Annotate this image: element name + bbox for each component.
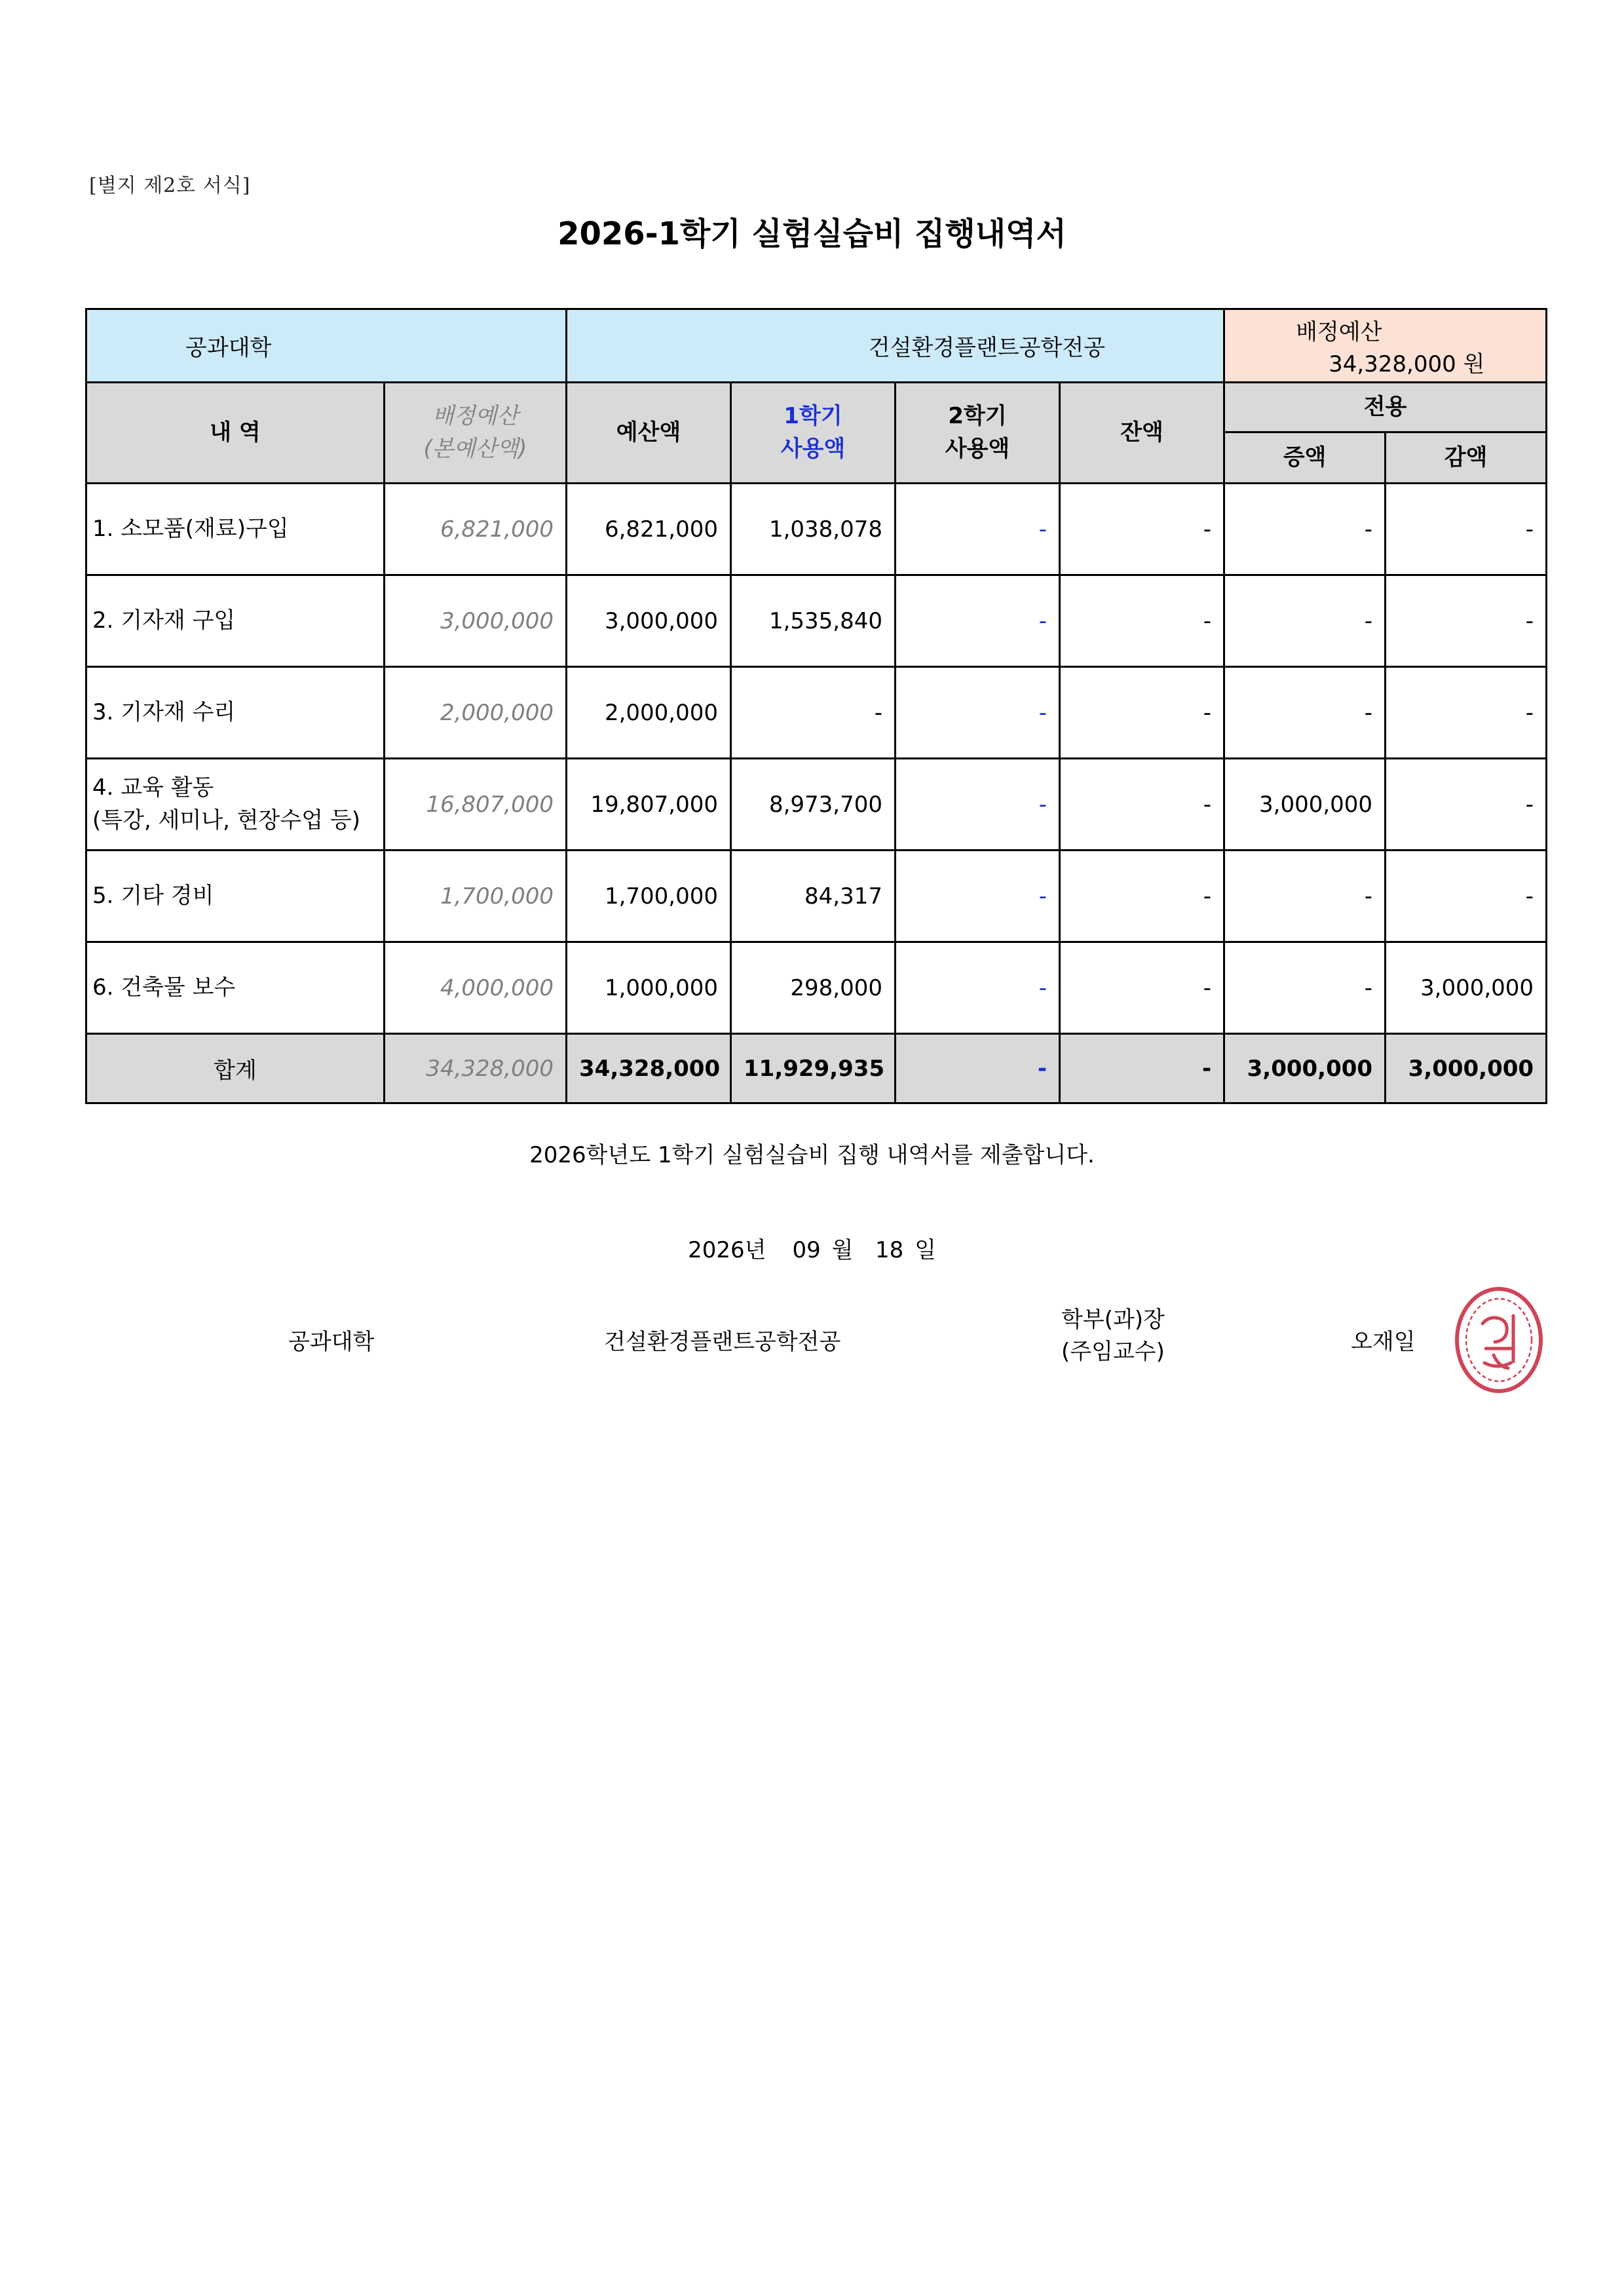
header-original-budget: [385, 383, 567, 484]
row-budget: 1,000,000: [567, 942, 731, 1034]
column-header: [86, 383, 1547, 484]
table-row: [86, 851, 1547, 942]
header-item: 내 역: [86, 383, 385, 484]
org-header-row: [86, 309, 1547, 383]
total-original: 34,328,000: [385, 1034, 567, 1103]
table-row: [86, 575, 1547, 667]
row-sem1: -: [731, 667, 896, 759]
row-sem2: -: [896, 851, 1060, 942]
row-balance: -: [1060, 851, 1224, 942]
row-increase: 3,000,000: [1224, 759, 1386, 851]
row-budget: 1,700,000: [567, 851, 731, 942]
document-title: 2026-1학기 실험실습비 집행내역서: [557, 216, 1067, 252]
row-original: 6,821,000: [385, 484, 567, 575]
row-balance: -: [1060, 484, 1224, 575]
allocated-budget-value: 34,328,000 원: [1329, 351, 1485, 377]
row-increase: -: [1224, 851, 1386, 942]
row-balance: -: [1060, 575, 1224, 667]
row-original: 1,700,000: [385, 851, 567, 942]
row-balance: -: [1060, 942, 1224, 1034]
total-row: [86, 1034, 1547, 1103]
row-item: 1. 소모품(재료)구입: [86, 484, 385, 575]
header-sem1-line1: 1학기: [784, 403, 842, 430]
header-sem2-line1: 2학기: [948, 403, 1007, 430]
row-original: 16,807,000: [385, 759, 567, 851]
row-item: [86, 759, 385, 851]
table-row: [86, 759, 1547, 851]
row-increase: -: [1224, 667, 1386, 759]
row-budget: 6,821,000: [567, 484, 731, 575]
row-budget: 2,000,000: [567, 667, 731, 759]
row-increase: -: [1224, 942, 1386, 1034]
date-day-unit: 일: [915, 1237, 936, 1263]
row-increase: -: [1224, 484, 1386, 575]
total-sem1: 11,929,935: [731, 1034, 896, 1103]
date-day: 18: [875, 1237, 904, 1263]
submission-date: [0, 1232, 1624, 1264]
row-sem1: 1,535,840: [731, 575, 896, 667]
data-rows: [86, 484, 1547, 1034]
row-decrease: -: [1386, 484, 1547, 575]
row-decrease: -: [1386, 575, 1547, 667]
row-decrease: 3,000,000: [1386, 942, 1547, 1034]
header-sem2: [896, 383, 1060, 484]
row-original: 3,000,000: [385, 575, 567, 667]
signature-role-line1: 학부(과)장: [1061, 1307, 1165, 1333]
row-sem1: 84,317: [731, 851, 896, 942]
row-original: 2,000,000: [385, 667, 567, 759]
header-decrease: 감액: [1386, 432, 1547, 484]
row-sem1: 298,000: [731, 942, 896, 1034]
header-original-budget-line2: (본예산액): [423, 435, 527, 462]
row-item: 5. 기타 경비: [86, 851, 385, 942]
row-sem2: -: [896, 759, 1060, 851]
header-sem1-line2: 사용액: [780, 435, 846, 462]
row-budget: 19,807,000: [567, 759, 731, 851]
signature-name: 오재일: [1351, 1329, 1416, 1355]
header-increase: 증액: [1224, 432, 1386, 484]
signature-role: [1061, 1304, 1165, 1369]
row-decrease: -: [1386, 851, 1547, 942]
row-sem1: 1,038,078: [731, 484, 896, 575]
row-sem2: -: [896, 484, 1060, 575]
total-label: 합계: [86, 1034, 385, 1103]
row-sem2: -: [896, 575, 1060, 667]
date-month-unit: 월: [831, 1237, 854, 1263]
official-seal-stamp: [1453, 1284, 1545, 1396]
row-item-line2: (특강, 세미나, 현장수업 등): [92, 807, 361, 833]
row-budget: 3,000,000: [567, 575, 731, 667]
row-balance: -: [1060, 759, 1224, 851]
total-decrease: 3,000,000: [1386, 1034, 1547, 1103]
table-row: [86, 942, 1547, 1034]
row-item: 6. 건축물 보수: [86, 942, 385, 1034]
allocated-budget-cell: [1224, 309, 1547, 383]
total-sem2: -: [896, 1034, 1060, 1103]
row-item-line1: 4. 교육 활동: [92, 775, 214, 801]
row-item: 3. 기자재 수리: [86, 667, 385, 759]
header-budget: 예산액: [567, 383, 731, 484]
header-balance: 잔액: [1060, 383, 1224, 484]
table-row: [86, 484, 1547, 575]
header-sem2-line2: 사용액: [945, 435, 1010, 462]
header-sem1: [731, 383, 896, 484]
row-sem1: 8,973,700: [731, 759, 896, 851]
signature-role-line2: (주임교수): [1061, 1339, 1165, 1366]
row-decrease: -: [1386, 759, 1547, 851]
row-balance: -: [1060, 667, 1224, 759]
form-number: [별지 제2호 서식]: [89, 174, 251, 197]
row-item: 2. 기자재 구입: [86, 575, 385, 667]
row-original: 4,000,000: [385, 942, 567, 1034]
total-budget: 34,328,000: [567, 1034, 731, 1103]
org-department: 건설환경플랜트공학전공: [567, 309, 1224, 383]
row-sem2: -: [896, 667, 1060, 759]
row-sem2: -: [896, 942, 1060, 1034]
signature-department: 건설환경플랜트공학전공: [604, 1329, 841, 1355]
date-year: 2026년: [688, 1237, 766, 1263]
budget-table: [85, 308, 1547, 1104]
total-balance: -: [1060, 1034, 1224, 1103]
total-increase: 3,000,000: [1224, 1034, 1386, 1103]
allocated-budget-label: 배정예산: [1296, 318, 1382, 345]
header-original-budget-line1: 배정예산: [432, 403, 519, 430]
row-increase: -: [1224, 575, 1386, 667]
date-month: 09: [792, 1237, 821, 1263]
org-college: 공과대학: [86, 309, 567, 383]
signature-college: 공과대학: [288, 1329, 375, 1355]
table-row: [86, 667, 1547, 759]
header-transfer: 전용: [1224, 383, 1547, 432]
row-decrease: -: [1386, 667, 1547, 759]
submission-statement: 2026학년도 1학기 실험실습비 집행 내역서를 제출합니다.: [529, 1142, 1095, 1168]
